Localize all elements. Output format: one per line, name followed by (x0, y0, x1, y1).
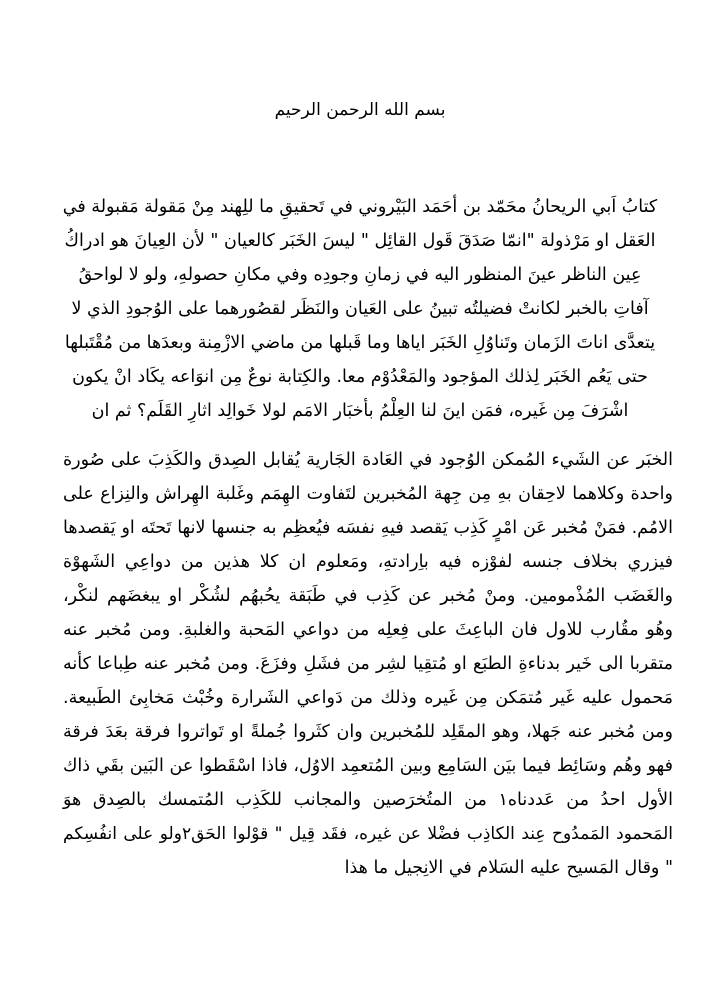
body-line: ومن مُخبر عنه جَهلا، وهو المقَلِد للمُخبرين وان كثَروا جُملةً او تَواتروا فرقة بعَدَ فرقة (63, 722, 673, 742)
intro-line: حتى يَعُم الخَبَر لِذلك المؤجود والمَعْدُوْم معا. والكِتابة نوعٌ مِن انوَاعه يكَاد انْ يكون (72, 367, 648, 387)
body-line: فيزري بخلاف جنسه لفوْزه فيه باِرادتهِ، ومَعلوم ان كلا هذين من دواعِي الشَهوْة (63, 552, 673, 572)
body-line: فهو وهُم وسَائِط فيما بيَن السَامِع وبين المُتعمِد الاوُل، فاذا اسْقَطوا عن البَين بقَي ذاك (63, 756, 673, 776)
intro-line: العَقل او مَرْذولة "انمّا صَدَقَ قَول القائِل " ليسَ الخَبَر كالعيان " لأن العِيانَ هو ادراكُ (64, 231, 656, 251)
body-line: مَحمول عليه غَير مُتمَكن مِن غَيره وذلك من دَواعي الشَرارة وخُبْث مَخابِئ الطَبيعة. (63, 688, 673, 708)
body-line: الأول احدُ من عَددناه١ من المتُخرَصين والمجانب للكَذِب المُتمسك بالصِدق هوَ (63, 790, 673, 810)
body-line: الخبَر عن الشَيء المُمكن الوُجود في العَادة الجَارية يُقابل الصِدق والكَذِبَ على صُورة (63, 450, 673, 470)
intro-line: اشْرَفَ مِن غَيره، فمَن اينَ لنا العِلْمُ بأخبَار الامَم لولا خَوالِد اثارِ القَلَم؟ ثم ان (91, 401, 629, 421)
body-line: واحدة وكلاهما لاحِقان بهِ مِن جِهة المُخبرين لتَفاوت الهِمَم وغَلبة الهِراش والنِزاع على (63, 484, 673, 504)
body-line: وهُو مقُارب للاول فان الباعِثَ على فِعلِه من دواعي المَحبة والغلبةِ. ومن مُخبر عنه (63, 620, 673, 640)
intro-line: عِين الناظر عينَ المنظور اليه في زمانِ وجودِه وفي مكانِ حصولهِ، ولو لا لواحقُ (78, 265, 642, 285)
body-line: الامُم. فمَنْ مُخبر عَن امْرٍ كَذِب يَقصد فيهِ نفسَه فيُعظِم به جنسها لانها تَحتَه او يَقصدها (63, 518, 673, 538)
body-line: والغَضَب المُذْمومين. ومنْ مُخبر عن كَذِب في طَبَقة يحُبهُم لشُكْر او يبغضَهم لنكْر، (63, 586, 673, 606)
basmala-heading: بسم الله الرحمن الرحيم (274, 100, 446, 120)
body-line: المَحمود المَمدُوح عِند الكاذِب فضْلا عن غيره، فقَد قِيل " قوْلوا الحَق٢ولو على انفُسِكم (63, 824, 674, 844)
body-line: " وقال المَسيح عليه السَلام في الانِجيل ما هذا (344, 858, 673, 878)
intro-line: كتابُ اَبي الريحانُ محَمّد بن أحَمَد البَيْروني في تَحقيقِ ما للِهند مِنْ مَقولة مَقبولة في (62, 197, 658, 217)
intro-line: آفاتِ بالخبر لكانتْ فضيلتُه تبينُ على العَيان والنَظَر لقصُورهما على الوُجودِ الذي لا (71, 299, 649, 319)
body-line: متقربا الى خَير بدناءةِ الطبَع او مُتقِيا لشِر من فشَلِ وفزَعَ. ومن مُخبر عنه طِباعا كأنه (63, 654, 673, 674)
intro-line: يتعدَّى اناتَ الزَمان وتَناوُلِ الخَبَر اياها وما قَبلها من ماضي الازْمِنة وبعدَها من مُقْتَبلها (64, 333, 656, 353)
